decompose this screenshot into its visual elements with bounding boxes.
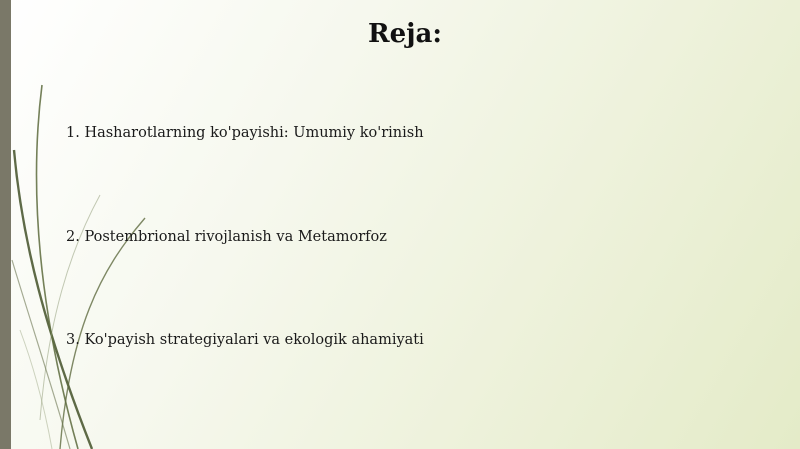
grass-blades-decoration	[0, 0, 160, 449]
agenda-item-3: 3. Ko'payish strategiyalari va ekologik ahamiyati	[66, 332, 424, 348]
agenda-item-2: 2. Postembrional rivojlanish va Metamorfoz	[66, 229, 387, 245]
agenda-item-1: 1. Hasharotlarning ko'payishi: Umumiy ko'rinish	[66, 125, 424, 141]
slide-title: Reja:	[367, 19, 442, 49]
